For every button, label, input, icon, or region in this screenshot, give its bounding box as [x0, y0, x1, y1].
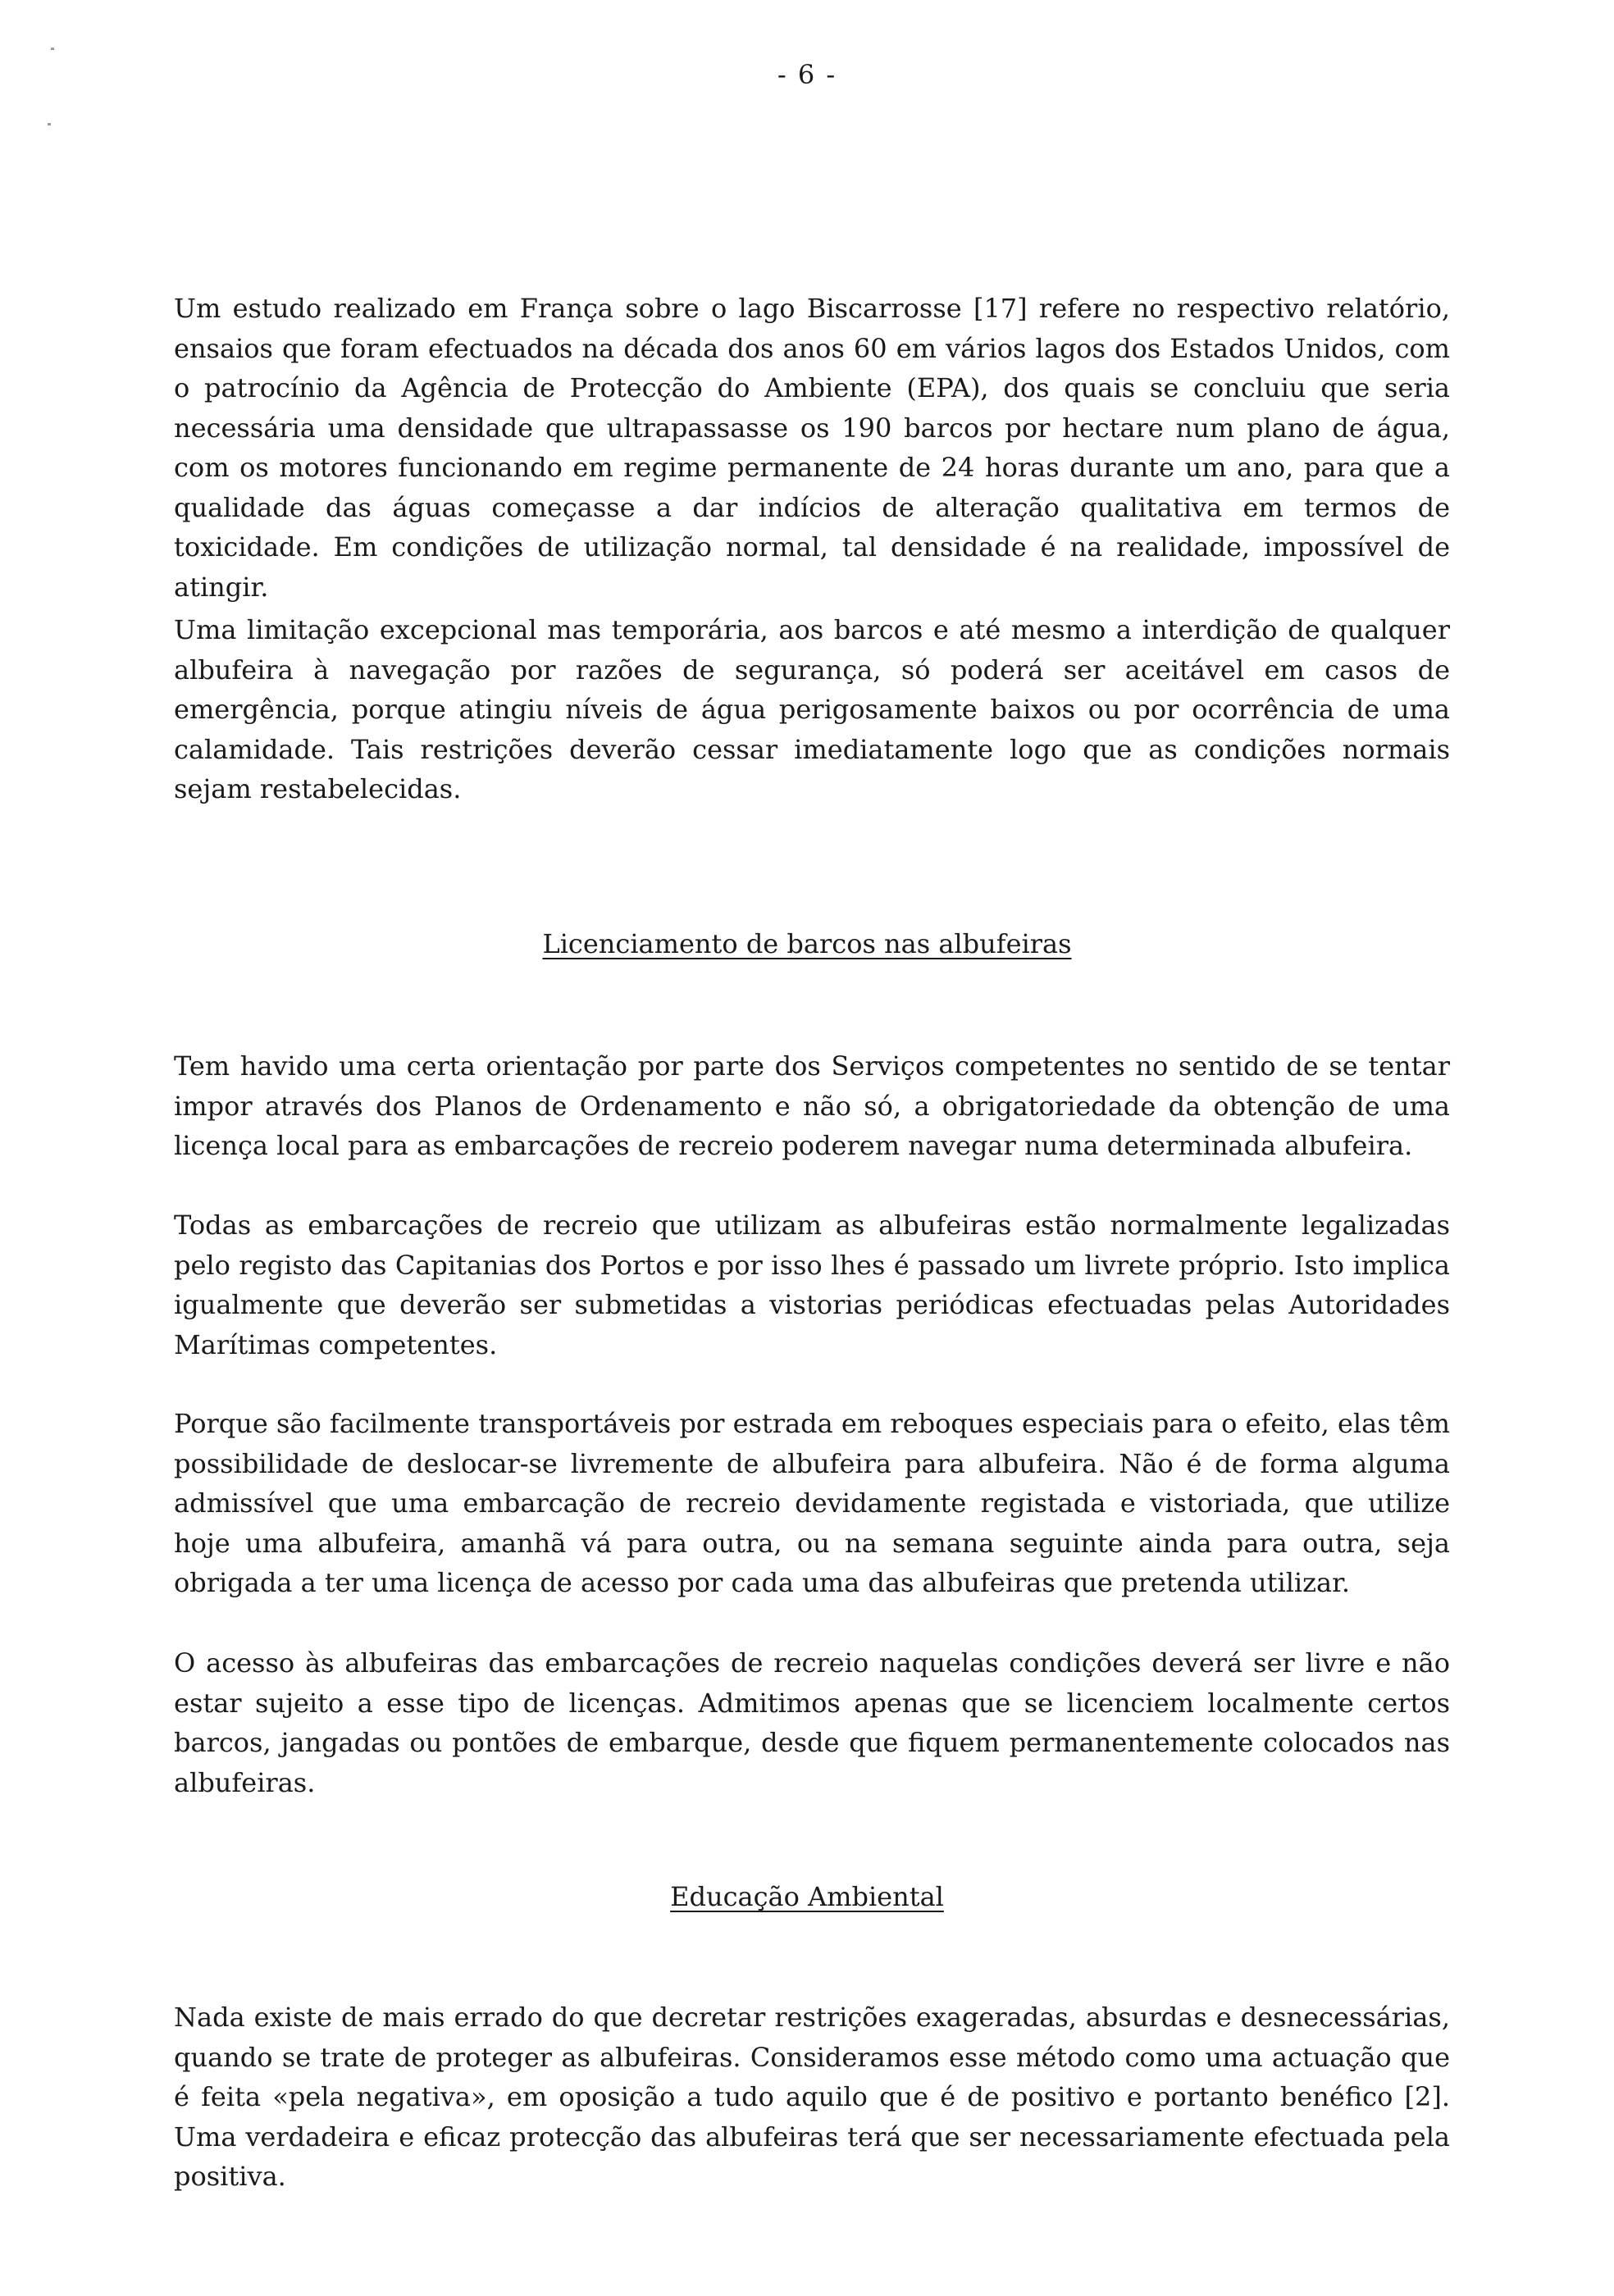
licensing-paragraph-3: Porque são facilmente transportáveis por estrada em reboques especiais para o efeito, elas têm possibilidade de deslocar-se livremente de albufeira para albufeira. Não é de forma alguma admissível que uma embarcação de recreio devidamente registada e vistoriada, que utilize hoje uma albufeira, amanhã vá para outra, ou na semana seguinte ainda para outra, seja obrigada a ter uma licença de acesso por cada uma das albufeiras que pretenda utilizar.: [174, 1408, 1450, 1598]
page-number: - 6 -: [777, 59, 837, 90]
licensing-paragraph-2: Todas as embarcações de recreio que utilizam as albufeiras estão normalmente legalizadas pelo registo das Capitanias dos Portos e por isso lhes é passado um livrete próprio. Isto implica igualmente que deverão ser submetidas a vistorias periódicas efectuadas pelas Autoridades Marítimas competentes.: [174, 1210, 1450, 1360]
scan-speck: [48, 123, 51, 125]
intro-paragraph-2: Uma limitação excepcional mas temporária, aos barcos e até mesmo a interdição de qualquer albufeira à navegação por razões de segurança, só poderá ser aceitável em casos de emergência, porque atingiu níveis de água perigosamente baixos ou por ocorrência de uma calamidade. Tais restrições deverão cessar imediatamente logo que as condições normais sejam restabelecidas.: [174, 614, 1450, 804]
intro-paragraph-1: Um estudo realizado em França sobre o lago Biscarrosse [17] refere no respectivo relatório, ensaios que foram efectuados na década dos anos 60 em vários lagos dos Estados Unidos, com o patrocínio da Agência de Protecção do Ambiente (EPA), dos quais se concluiu que seria necessária uma densidade que ultrapassasse os 190 barcos por hectare num plano de água, com os motores funcionando em regime permanente de 24 horas durante um ano, para que a qualidade das águas começasse a dar indícios de alteração qualitativa em termos de toxicidade. Em condições de utilização normal, tal densidade é na realidade, impossível de atingir.: [174, 293, 1450, 603]
section-heading-licensing: Licenciamento de barcos nas albufeiras: [542, 928, 1072, 959]
licensing-paragraph-1: Tem havido uma certa orientação por parte dos Serviços competentes no sentido de se tentar impor através dos Planos de Ordenamento e não só, a obrigatoriedade da obtenção de uma licença local para as embarcações de recreio poderem navegar numa determinada albufeira.: [174, 1050, 1450, 1161]
section-heading-education: Educação Ambiental: [670, 1881, 944, 1912]
licensing-paragraph-4: O acesso às albufeiras das embarcações de recreio naquelas condições deverá ser livre e não estar sujeito a esse tipo de licenças. Admitimos apenas que se licenciem localmente certos barcos, jangadas ou pontões de embarque, desde que fiquem permanentemente colocados nas albufeiras.: [174, 1647, 1450, 1798]
scan-speck: [51, 48, 54, 50]
education-paragraph-1: Nada existe de mais errado do que decretar restrições exageradas, absurdas e desnecessárias, quando se trate de proteger as albufeiras. Consideramos esse método como uma actuação que é feita «pela negativa», em oposição a tudo aquilo que é de positivo e portanto benéfico [2]. Uma verdadeira e eficaz protecção das albufeiras terá que ser necessariamente efectuada pela positiva.: [174, 2002, 1450, 2192]
